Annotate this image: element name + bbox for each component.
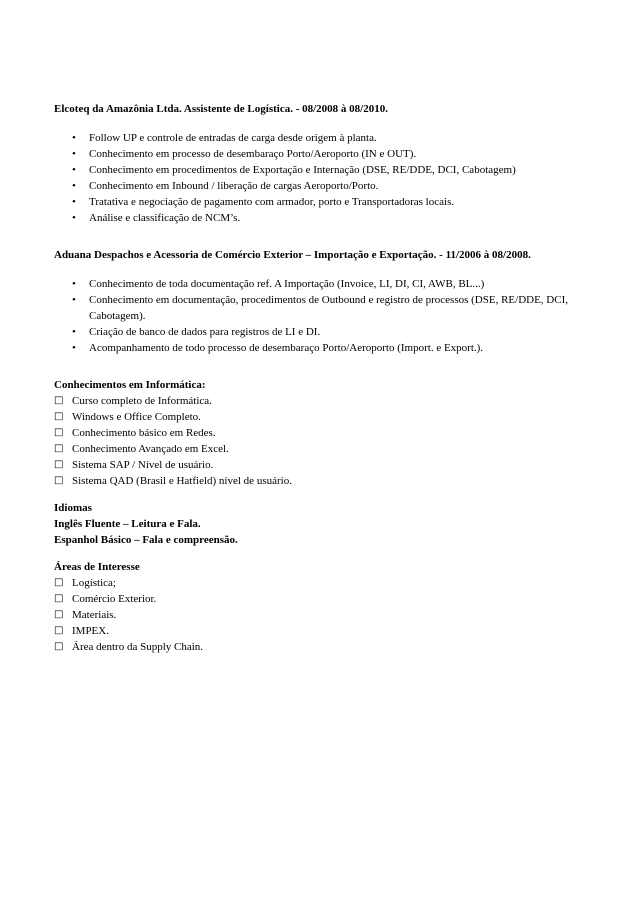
list-item [54, 162, 594, 178]
checkbox-icon: □ [54, 593, 64, 604]
list-item-text: Conhecimento básico em Redes. [72, 427, 216, 439]
checkbox-icon: □ [54, 475, 64, 486]
it-skills-list [54, 393, 594, 489]
list-item-text: Conhecimento em processo de desembaraço Porto/Aeroporto (IN e OUT). [89, 148, 417, 160]
interests-section [54, 559, 594, 655]
list-item [54, 210, 594, 226]
list-item-text: Tratativa e negociação de pagamento com armador, porto e Transportadoras locais. [89, 196, 455, 208]
list-item-text: Follow UP e controle de entradas de carga desde origem à planta. [89, 132, 377, 144]
list-item [54, 575, 594, 591]
list-item-text: Análise e classificação de NCM’s. [89, 212, 241, 224]
bullet-icon: • [72, 148, 76, 160]
list-item [54, 393, 594, 409]
list-item [54, 623, 594, 639]
list-item-text: Comércio Exterior. [72, 593, 157, 605]
list-item [54, 130, 594, 146]
resume-content [54, 101, 594, 655]
list-item-text: Sistema QAD (Brasil e Hatfield) nível de usuário. [72, 475, 292, 487]
list-item-text: Conhecimento em procedimentos de Exportação e Internação (DSE, RE/DDE, DCI, Cabotagem) [89, 164, 516, 176]
list-item [54, 591, 594, 607]
section-heading: Idiomas [54, 502, 92, 514]
list-item-text: Conhecimento em Inbound / liberação de cargas Aeroporto/Porto. [89, 180, 379, 192]
list-item [54, 324, 594, 340]
list-item-text: Conhecimento de toda documentação ref. A Importação (Invoice, LI, DI, CI, AWB, BL...) [89, 278, 485, 290]
experience-heading: Elcoteq da Amazônia Ltda. Assistente de Logística. - 08/2008 à 08/2010. [54, 103, 388, 115]
bullet-icon: • [72, 132, 76, 144]
bullet-icon: • [72, 164, 76, 176]
list-item-text: Área dentro da Supply Chain. [72, 641, 204, 653]
list-item [54, 340, 594, 356]
list-item-text: Conhecimento em documentação, procedimentos de Outbound e registro de processos (DSE, RE/DDE, DCI, Cabotagem). [89, 294, 568, 322]
list-item-text: Logística; [72, 577, 116, 589]
list-item [54, 457, 594, 473]
list-item-text: IMPEX. [72, 625, 109, 637]
list-item [54, 409, 594, 425]
language-english: Inglês Fluente – Leitura e Fala. [54, 518, 201, 530]
experience-task-list [54, 130, 594, 226]
experience-elcoteq [54, 101, 594, 226]
list-item-text: Sistema SAP / Nível de usuário. [72, 459, 214, 471]
checkbox-icon: □ [54, 577, 64, 588]
list-item [54, 194, 594, 210]
list-item-text: Criação de banco de dados para registros de LI e DI. [89, 326, 321, 338]
section-heading: Conhecimentos em Informática: [54, 379, 206, 391]
bullet-icon: • [72, 294, 76, 306]
list-item [54, 473, 594, 489]
checkbox-icon: □ [54, 641, 64, 652]
experience-aduana [54, 247, 594, 356]
it-skills-section [54, 377, 594, 489]
checkbox-icon: □ [54, 459, 64, 470]
list-item [54, 292, 594, 324]
experience-heading: Aduana Despachos e Acessoria de Comércio Exterior – Importação e Exportação. - 11/2006 à 08/2008. [54, 249, 531, 261]
list-item [54, 425, 594, 441]
interests-list [54, 575, 594, 655]
bullet-icon: • [72, 180, 76, 192]
list-item [54, 607, 594, 623]
bullet-icon: • [72, 326, 76, 338]
list-item [54, 178, 594, 194]
bullet-icon: • [72, 212, 76, 224]
list-item [54, 276, 594, 292]
list-item-text: Windows e Office Completo. [72, 411, 201, 423]
experience-task-list [54, 276, 594, 356]
list-item-text: Acompanhamento de todo processo de desembaraço Porto/Aeroporto (Import. e Export.). [89, 342, 484, 354]
checkbox-icon: □ [54, 443, 64, 454]
checkbox-icon: □ [54, 625, 64, 636]
list-item [54, 639, 594, 655]
section-heading: Áreas de Interesse [54, 561, 140, 573]
list-item [54, 441, 594, 457]
list-item-text: Curso completo de Informática. [72, 395, 212, 407]
checkbox-icon: □ [54, 411, 64, 422]
list-item-text: Materiais. [72, 609, 117, 621]
bullet-icon: • [72, 196, 76, 208]
checkbox-icon: □ [54, 395, 64, 406]
bullet-icon: • [72, 342, 76, 354]
language-spanish: Espanhol Básico – Fala e compreensão. [54, 534, 238, 546]
checkbox-icon: □ [54, 427, 64, 438]
checkbox-icon: □ [54, 609, 64, 620]
list-item-text: Conhecimento Avançado em Excel. [72, 443, 229, 455]
bullet-icon: • [72, 278, 76, 290]
list-item [54, 146, 594, 162]
languages-section [54, 500, 594, 548]
